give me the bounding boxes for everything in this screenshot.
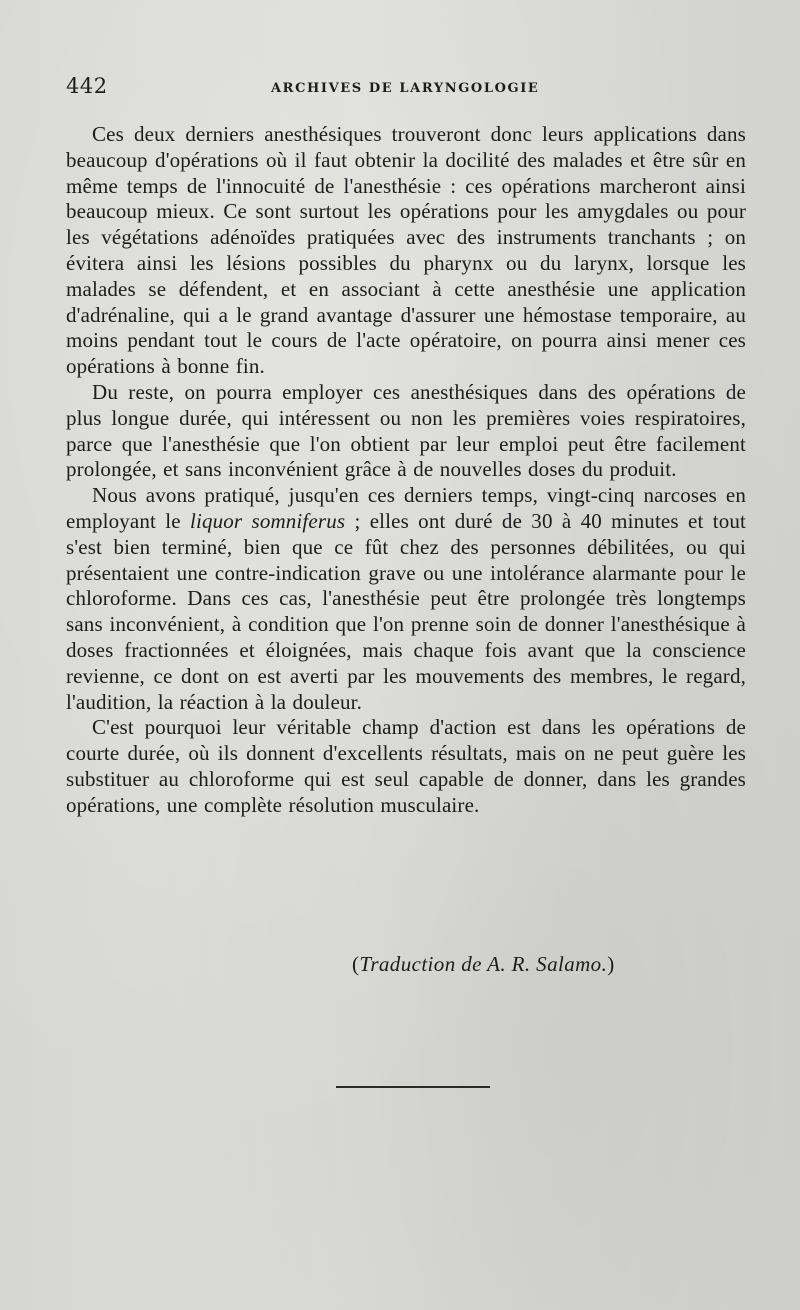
paragraph-1: Ces deux derniers anesthésiques trouveront donc leurs applications dans beaucoup d'opérations où il faut obtenir la docilité des malades et être sûr en même temps de l'innocuité de l'anesthésie : ces opérations marcheront ainsi beaucoup mieux. Ce sont surtout les opérations pour les amygdales ou pour les végétations adénoïdes pratiquées avec des instruments tranchants ; on évitera ainsi les lésions possibles du pharynx ou du larynx, lorsque les malades se défendent, et en associant à cette anesthésie une application d'adrénaline, qui a le grand avantage d'assurer une hémostase temporaire, au moins pendant tout le cours de l'acte opératoire, on pourra ainsi mener ces opérations à bonne fin. [66,122,746,379]
end-of-article-rule [336,1086,490,1088]
paragraph-2: Du reste, on pourra employer ces anesthésiques dans des opérations de plus longue durée, qui intéressent ou non les premières voies respiratoires, parce que l'anesthésie que l'on obtient par leur emploi peut être facilement prolongée, et sans inconvénient grâce à de nouvelles doses du produit. [66,379,746,482]
credit-open-paren: ( [352,952,360,976]
running-header [66,74,746,104]
paragraph-3-rest: ; elles ont duré de 30 à 40 minutes et tout s'est bien terminé, bien que ce fût chez des personnes débilitées, ou qui présentaient une contre-indication grave ou une intolérance alarmante pour le chloroforme. Dans ces cas, l'anesthésie peut être prolongée très longtemps sans inconvénient, à condition que l'on prenne soin de donner l'anesthésique à doses fractionnées et éloignées, mais chaque fois avant que la conscience revienne, ce dont on est averti par les mouvements des membres, le regard, l'audition, la réaction à la douleur. [66,508,746,714]
paragraph-3-lead: Nous avons pratiqué, jusqu'en ces derniers temps, vingt-cinq narcoses en employant le [66,483,746,533]
latin-term: liquor somniferus [189,508,346,533]
journal-title: ARCHIVES DE LARYNGOLOGIE [271,81,540,96]
paragraph-3 [66,483,746,715]
paragraph-4: C'est pourquoi leur véritable champ d'action est dans les opérations de courte durée, où ils donnent d'excellents résultats, mais on ne peut guère les substituer au chloroforme qui est seul capable de donner, dans les grandes opérations, une complète résolution musculaire. [66,715,746,817]
page-number: 442 [66,74,108,98]
credit-close-paren: ) [607,952,615,976]
translator-credit [352,952,615,977]
credit-text: Traduction de A. R. Salamo. [359,952,608,976]
article-body [66,122,746,819]
